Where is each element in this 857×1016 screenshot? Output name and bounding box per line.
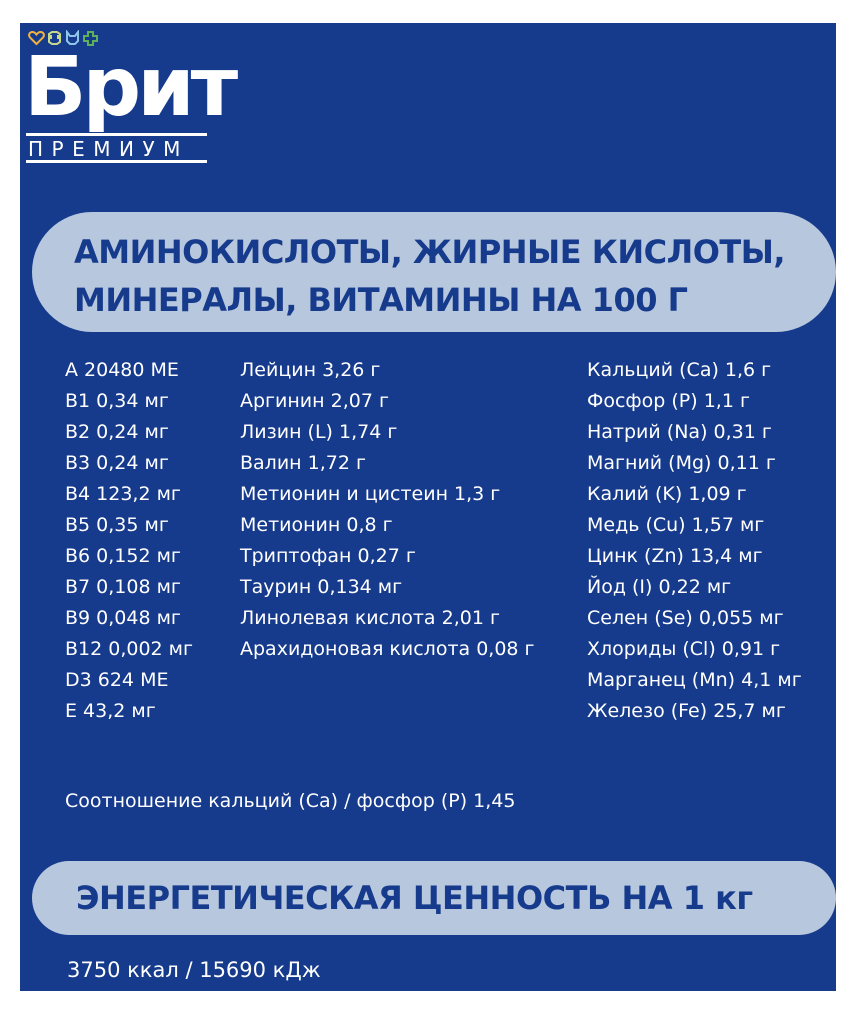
ca-p-ratio: Соотношение кальций (Ca) / фосфор (P) 1,45 [65, 790, 516, 812]
list-item: Цинк (Zn) 13,4 мг [587, 545, 763, 567]
list-item: Валин 1,72 г [240, 452, 366, 474]
list-item: E 43,2 мг [65, 700, 156, 722]
list-item: Йод (I) 0,22 мг [587, 576, 732, 598]
list-item: B9 0,048 мг [65, 607, 181, 629]
list-item: Кальций (Ca) 1,6 г [587, 359, 772, 381]
list-item: Калий (K) 1,09 г [587, 483, 747, 505]
list-item: Таурин 0,134 мг [240, 576, 403, 598]
section-heading-line1: АМИНОКИСЛОТЫ, ЖИРНЫЕ КИСЛОТЫ, [74, 233, 786, 271]
list-item: Магний (Mg) 0,11 г [587, 452, 776, 474]
vitamins-list [65, 355, 193, 727]
section-heading-line2: МИНЕРАЛЫ, ВИТАМИНЫ НА 100 Г [74, 281, 688, 319]
list-item: Лейцин 3,26 г [240, 359, 381, 381]
list-item: D3 624 МЕ [65, 669, 169, 691]
minerals-list [587, 355, 802, 727]
list-item: Метионин 0,8 г [240, 514, 393, 536]
list-item: A 20480 МЕ [65, 359, 179, 381]
list-item: Триптофан 0,27 г [240, 545, 416, 567]
list-item: B12 0,002 мг [65, 638, 193, 660]
section-heading-nutrients [32, 212, 836, 332]
list-item: Арахидоновая кислота 0,08 г [240, 638, 535, 660]
section-heading-energy-text: ЭНЕРГЕТИЧЕСКАЯ ЦЕННОСТЬ НА 1 кг [76, 879, 753, 917]
list-item: B2 0,24 мг [65, 421, 169, 443]
list-item: B1 0,34 мг [65, 390, 169, 412]
list-item: Фосфор (P) 1,1 г [587, 390, 750, 412]
list-item: B6 0,152 мг [65, 545, 181, 567]
list-item: Марганец (Mn) 4,1 мг [587, 669, 802, 691]
amino-acids-list [240, 355, 535, 665]
list-item: B5 0,35 мг [65, 514, 169, 536]
product-panel [20, 23, 836, 991]
energy-value: 3750 ккал / 15690 кДж [67, 958, 321, 982]
brand-name: Брит [24, 40, 235, 135]
list-item: Хлориды (Cl) 0,91 г [587, 638, 781, 660]
list-item: B3 0,24 мг [65, 452, 169, 474]
list-item: Аргинин 2,07 г [240, 390, 389, 412]
list-item: Селен (Se) 0,055 мг [587, 607, 784, 629]
list-item: Линолевая кислота 2,01 г [240, 607, 500, 629]
list-item: Лизин (L) 1,74 г [240, 421, 398, 443]
list-item: B7 0,108 мг [65, 576, 181, 598]
list-item: B4 123,2 мг [65, 483, 181, 505]
section-heading-energy [32, 861, 836, 935]
list-item: Медь (Cu) 1,57 мг [587, 514, 765, 536]
brand-subtitle: ПРЕМИУМ [26, 133, 207, 163]
list-item: Железо (Fe) 25,7 мг [587, 700, 786, 722]
list-item: Натрий (Na) 0,31 г [587, 421, 772, 443]
list-item: Метионин и цистеин 1,3 г [240, 483, 501, 505]
